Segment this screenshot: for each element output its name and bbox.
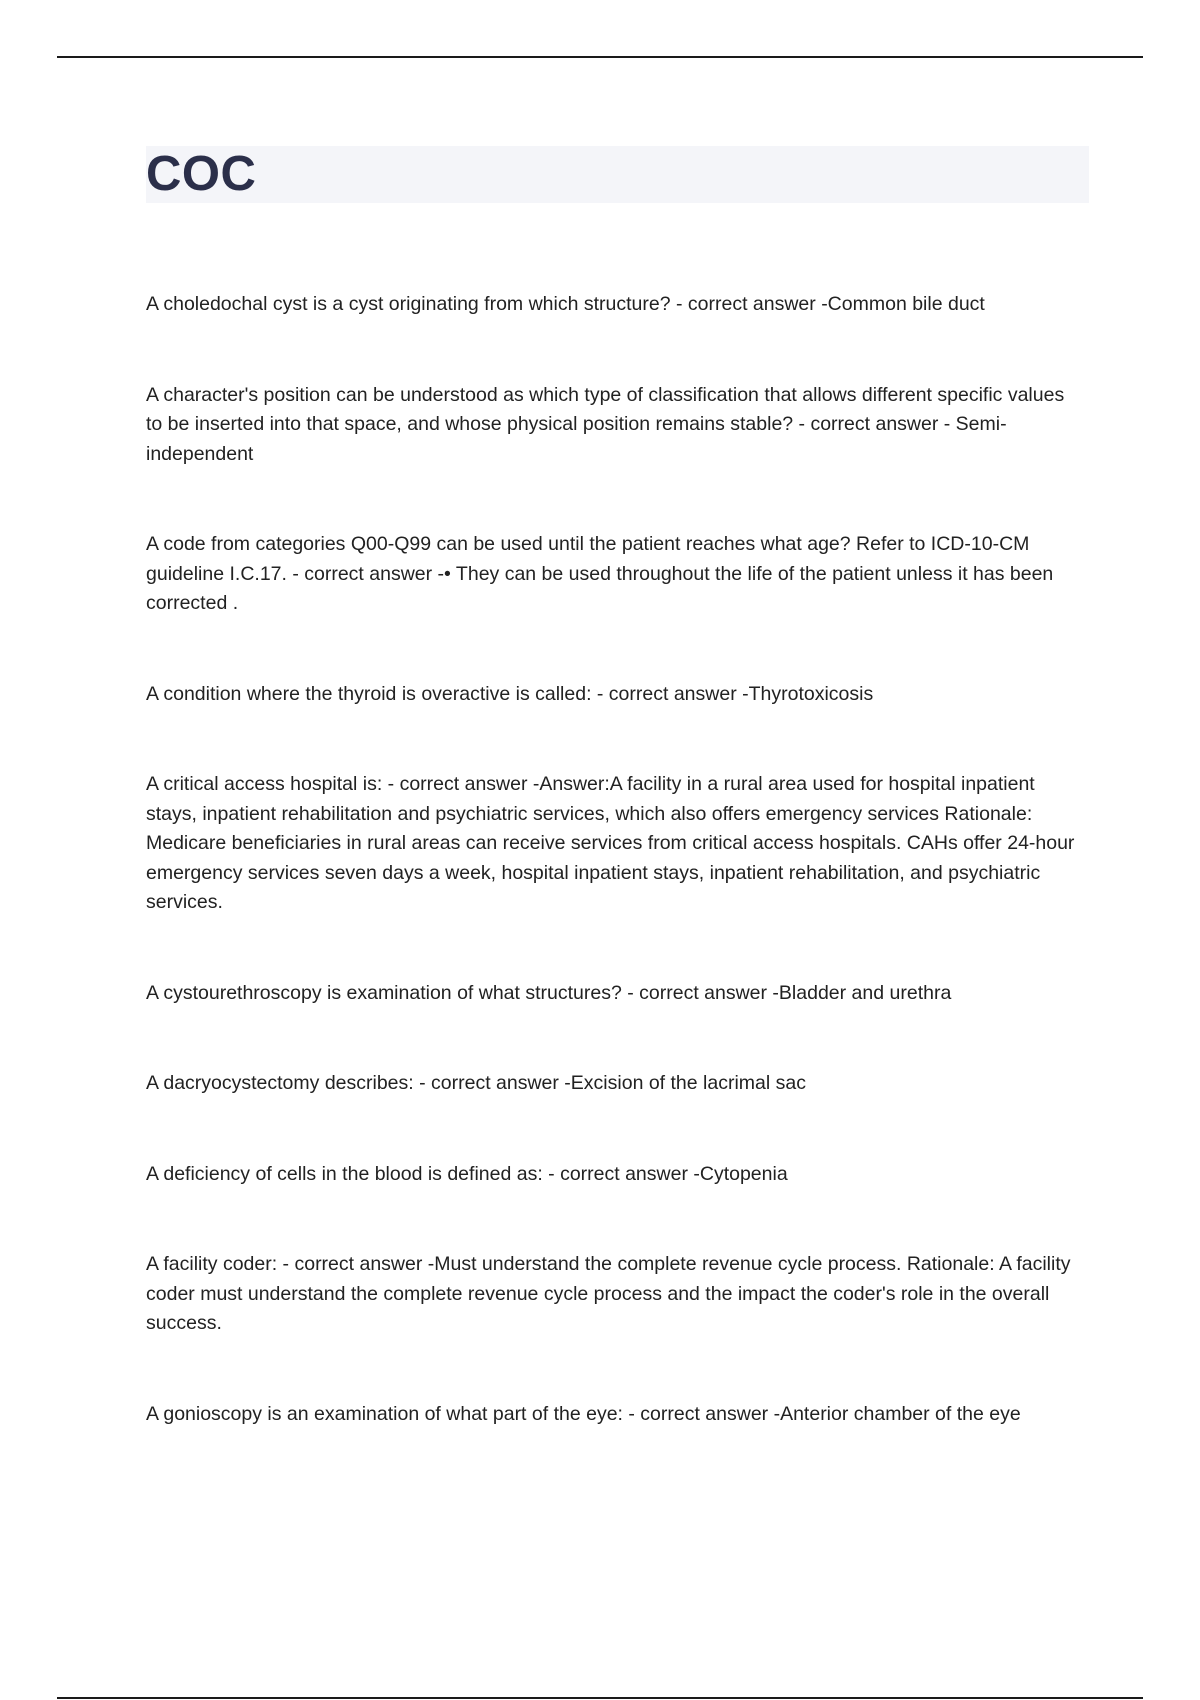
qa-list <box>146 290 1076 1490</box>
title-banner <box>146 146 1089 203</box>
qa-item-dacryocystectomy: A dacryocystectomy describes: - correct answer -Excision of the lacrimal sac <box>146 1072 806 1094</box>
qa-item-cytopenia: A deficiency of cells in the blood is defined as: - correct answer -Cytopenia <box>146 1162 788 1185</box>
qa-item-facility-coder: A facility coder: - correct answer -Must understand the complete revenue cycle process. Rationale: A facility coder must understand the complete revenue cycle process and the impact the coder's role in the overall success. <box>146 1253 1071 1334</box>
qa-item-choledochal-cyst: A choledochal cyst is a cyst originating from which structure? - correct answer -Common bile duct <box>146 293 985 315</box>
page-top-rule <box>57 56 1143 58</box>
qa-item-cystourethroscopy: A cystourethroscopy is examination of what structures? - correct answer -Bladder and urethra <box>146 981 952 1004</box>
qa-item-q00-q99-age: A code from categories Q00-Q99 can be used until the patient reaches what age? Refer to ICD-10-CM guideline I.C.17. - correct answer -• They can be used throughout the life of the patient unless it has been corrected . <box>146 533 1054 614</box>
document-title: COC <box>146 147 257 201</box>
qa-item-thyroid-overactive: A condition where the thyroid is overactive is called: - correct answer -Thyrotoxicosis <box>146 682 874 705</box>
qa-item-character-position: A character's position can be understood as which type of classification that allows different specific values to be inserted into that space, and whose physical position remains stable? - correct answer - Semi-independent <box>146 383 1065 465</box>
qa-item-gonioscopy: A gonioscopy is an examination of what part of the eye: - correct answer -Anterior chamber of the eye <box>146 1402 1021 1425</box>
qa-item-critical-access-hospital: A critical access hospital is: - correct answer -Answer:A facility in a rural area used for hospital inpatient stays, inpatient rehabilitation and psychiatric services, which also offers emergency services Rationale: Medicare beneficiaries in rural areas can receive services from critical access hospitals. CAHs offer 24-hour emergency services seven days a week, hospital inpatient stays, inpatient rehabilitation, and psychiatric services. <box>146 773 1075 913</box>
page-bottom-rule <box>57 1697 1143 1699</box>
